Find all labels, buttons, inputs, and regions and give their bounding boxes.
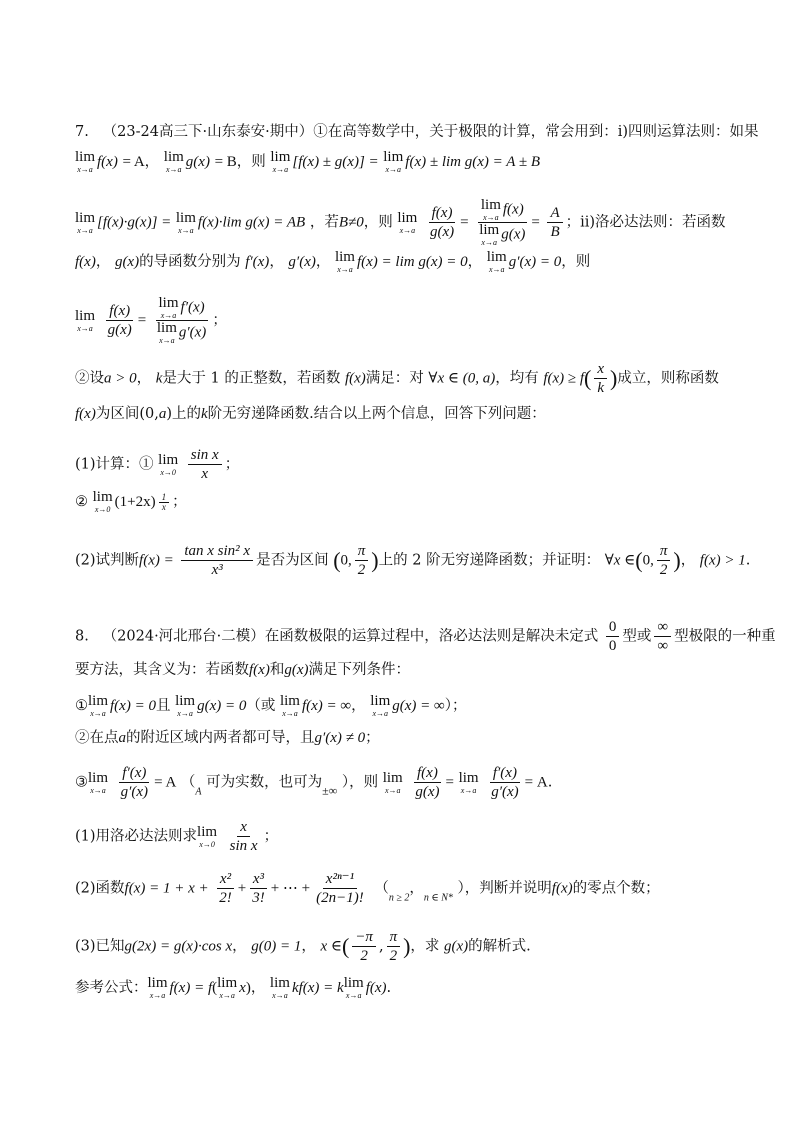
q7-sub1: (1)计算：① lim x→0 $\frac{\text{sin x}}{x}$ ；	[75, 447, 240, 482]
q8-sub1: (1)用洛必达法则求 lim x→0 $\frac{x}{\text{sin x}}$ ；	[75, 819, 279, 854]
q8-cond3: ③ lim x→a $\frac{f'(x)}{g'(x)}$ = A （$_A$ 可为实数，也可为$_{\pm\infty}$ ），则 lim x→a $\frac{f(x)}{g(x)}$ = lim x→a $\frac{f'(x)}{g'(x)}$ = A.	[75, 765, 553, 800]
q7-line1	[75, 122, 759, 142]
q8-line2: 要方法，其含义为：若函数f(x)和g(x)满足下列条件：	[75, 662, 410, 678]
q8-sub2: (2)函数f(x) = 1 + x + $\frac{\text{x²}}{2!}$ + $\frac{\text{x³}}{3!}$ + ⋯ + $\frac{\text{x²ⁿ⁻¹}}{(2n-1)!}$ （$_{n \ge 2}$，$_{n \in N*}$ ），判断并说明f(x)的零点个数；	[75, 871, 660, 906]
q8-source: （2024·河北邢台·二模）	[102, 628, 265, 645]
q7-line5: lim x→a $\frac{f(x)}{g(x)}$ = lim x→a f′(x) lim x→a g′(x) ；	[75, 295, 227, 345]
q8-cond2: ②在点a的附近区域内两者都可导，且g′(x) ≠ 0；	[75, 730, 380, 746]
q7-part2-line1: ②设a > 0， k是大于 1 的正整数，若函数 f(x)满足：对 ∀x ∈ (0, a)，均有 f(x) ≥ f( $\frac{x}{k}$ )成立，则称函数	[75, 361, 719, 396]
q7-line4: f(x)， g(x)的导函数分别为 f′(x)， g′(x)， lim x→a f(x) = lim g(x) = 0， lim x→a g′(x) = 0，则	[75, 249, 591, 274]
q7-part2-line2: f(x)为区间(0,a)上的k阶无穷递降函数.结合以上两个信息，回答下列问题：	[75, 406, 546, 422]
q8-reference: 参考公式： lim x→a f(x) = f( lim x→a x)， lim x→a kf(x) = k lim x→a f(x).	[75, 975, 392, 1000]
q7-sub2: (2)试判断f(x) = $\frac{\text{tan x sin² x}}{\text{x³}}$ 是否为区间 (0, $\frac{\pi}{2}$ )上的 2 阶无穷递降函数；并证明： ∀x ∈(0, $\frac{\pi}{2}$ )， f(x) > 1.	[75, 543, 751, 578]
q7-source: （23-24高三下·山东泰安·期中）	[102, 124, 314, 140]
q8-line1: 8. （2024·河北邢台·二模）在函数极限的运算过程中，洛必达法则是解决未定式 $\frac{0}{0}$ 型或 $\frac{\infty}{\infty}$ 型极限的一种重	[75, 619, 776, 654]
q8-sub3: (3)已知g(2x) = g(x)·cos x， g(0) = 1， x ∈( $\frac{-\pi}{2}$ , $\frac{\pi}{2}$ )，求 g(x)的解析式.	[75, 929, 531, 964]
q7-line3: lim x→a [f(x)·g(x)] = lim x→a f(x)·lim g(x) = AB ，若B≠0，则 lim x→a $\frac{f(x)}{g(x)}$ = lim x→a f(x) lim x→a g(x) = $\frac{A}{B}$ ；ii)洛必达法则：若函数	[75, 197, 726, 247]
q8-number: 8.	[75, 628, 89, 645]
q8-cond1: ① lim x→a f(x) = 0且 lim x→a g(x) = 0（或 lim x→a f(x) = ∞， lim x→a g(x) = ∞）；	[75, 693, 467, 718]
q7-number: 7.	[75, 124, 89, 140]
q7-sub1-b: ② lim x→0 (1+2x) $\frac{1}{x}$ ；	[75, 489, 187, 514]
q7-intro-text: ①在高等数学中，关于极限的计算，常会用到：i)四则运算法则：如果	[313, 124, 759, 140]
q7-line2: lim x→a f(x) = A， lim x→a g(x) = B，则 lim x→a [f(x) ± g(x)] = lim x→a f(x) ± lim g(x) = A ± B	[75, 149, 541, 174]
